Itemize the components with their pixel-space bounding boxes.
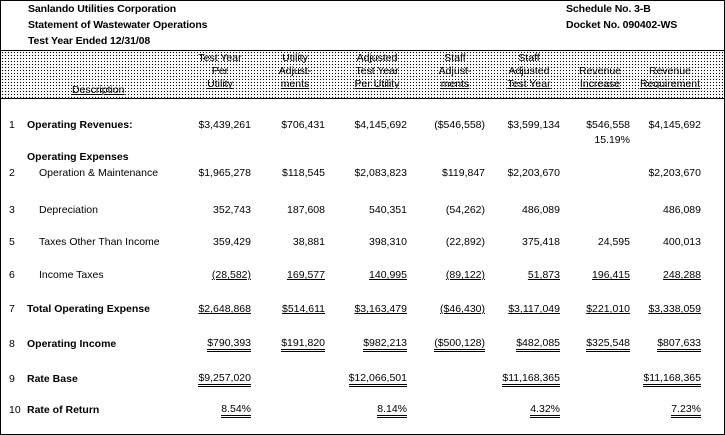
- cell-label: Operating Revenues:: [27, 119, 133, 131]
- table-row: [0, 167, 725, 181]
- col-header-revenue-increase: [570, 65, 630, 91]
- cell-num: 7: [9, 303, 15, 315]
- cell-1: Per: [211, 65, 229, 77]
- cell-rev-increase: $546,558: [586, 119, 630, 131]
- section-heading: [0, 151, 725, 165]
- cell-0: Utility: [282, 52, 308, 64]
- cell-1: Test Year: [355, 65, 399, 77]
- cell-num: 9: [9, 373, 15, 385]
- cell-2: Per Utility: [354, 78, 400, 90]
- cell-num: 2: [9, 167, 15, 179]
- col-header-staff-adjustments: [425, 52, 485, 91]
- cell-label: Rate Base: [27, 373, 78, 385]
- cell-adjusted: $982,213: [363, 338, 407, 352]
- col-header-test-year: [190, 52, 250, 91]
- table-row: [0, 119, 725, 133]
- cell-test-year: $9,257,020: [198, 373, 251, 387]
- cell-staff-adjusted: 51,873: [527, 269, 560, 281]
- cell-adjusted: $12,066,501: [349, 373, 407, 387]
- cell-0: Test Year: [198, 52, 242, 64]
- col-header-revenue-requirement: [635, 65, 705, 91]
- cell-staff-adj: (89,122): [445, 269, 485, 281]
- col-header-utility-adjustments: [265, 52, 325, 91]
- statement-title: Statement of Wastewater Operations: [28, 19, 208, 31]
- cell-rev-requirement: 400,013: [663, 236, 701, 248]
- cell-adjusted: 540,351: [369, 204, 407, 216]
- cell-1: Requirement: [639, 78, 701, 90]
- schedule-number: Schedule No. 3-B: [566, 3, 651, 15]
- cell-test-year: $3,439,261: [198, 119, 251, 131]
- cell-num: 8: [9, 338, 15, 350]
- cell-test-year: 8.54%: [221, 404, 251, 418]
- col-header-staff-adjusted: [499, 52, 559, 91]
- cell-rev-requirement: $4,145,692: [648, 119, 701, 131]
- cell-2: Utility: [207, 78, 233, 90]
- cell-staff-adjusted: $3,117,049: [508, 303, 560, 315]
- cell-rev-requirement: $807,633: [657, 338, 701, 352]
- cell-label: Operation & Maintenance: [39, 167, 159, 179]
- cell-1: Adjusted: [508, 65, 550, 77]
- cell-staff-adj: ($46,430): [440, 303, 485, 315]
- cell-staff-adjusted: 375,418: [522, 236, 560, 248]
- table-row: [0, 236, 725, 250]
- company-name: Sanlando Utilities Corporation: [28, 3, 177, 15]
- cell-staff-adj: ($546,558): [434, 119, 485, 131]
- cell-staff-adj: (22,892): [445, 236, 485, 248]
- cell-staff-adj: (54,262): [445, 204, 485, 216]
- cell-num: 1: [9, 119, 15, 131]
- cell-utility-adj: 169,577: [287, 269, 325, 281]
- cell-rev-increase: 196,415: [592, 269, 630, 281]
- table-row: [0, 404, 725, 418]
- cell-1: Adjust-: [438, 65, 472, 77]
- cell-1: Adjust-: [278, 65, 312, 77]
- col-header-description: Description: [72, 84, 125, 96]
- cell-adjusted: 8.14%: [377, 404, 407, 418]
- cell-test-year: $790,393: [207, 338, 251, 352]
- cell-adjusted: 140,995: [369, 269, 407, 281]
- cell-label: Rate of Return: [27, 404, 100, 416]
- table-row: [0, 373, 725, 387]
- cell-staff-adjusted: $3,599,134: [507, 119, 560, 131]
- cell-staff-adjusted: 486,089: [522, 204, 560, 216]
- cell-2: Test Year: [507, 78, 551, 90]
- cell-test-year: $2,648,868: [198, 303, 251, 315]
- cell-num: 3: [9, 204, 15, 216]
- cell-utility-adj: 187,608: [287, 204, 325, 216]
- cell-rev-requirement: 7.23%: [671, 404, 701, 418]
- cell-utility-adj: $191,820: [281, 338, 325, 352]
- cell-label: Total Operating Expense: [27, 303, 150, 315]
- cell-num: 5: [9, 236, 15, 248]
- cell-rev-increase: 24,595: [597, 236, 630, 248]
- cell-rev-increase: $221,010: [586, 303, 630, 315]
- cell-staff-adjusted: $2,203,670: [507, 167, 560, 179]
- cell-rev-requirement: 486,089: [663, 204, 701, 216]
- cell-rev-requirement: $2,203,670: [648, 167, 701, 179]
- cell-utility-adj: $514,611: [281, 303, 325, 315]
- cell-label: Depreciation: [39, 204, 98, 216]
- cell-rev-increase-pct: 15.19%: [594, 134, 630, 146]
- cell-adjusted: $2,083,823: [354, 167, 407, 179]
- revenue-increase-pct-row: [0, 134, 725, 148]
- table-row: [0, 338, 725, 352]
- table-row: [0, 303, 725, 317]
- cell-utility-adj: 38,881: [292, 236, 325, 248]
- cell-0: Adjusted: [356, 52, 398, 64]
- cell-0: Revenue: [578, 65, 622, 77]
- cell-rev-requirement: 248,288: [663, 269, 701, 281]
- cell-adjusted: $4,145,692: [354, 119, 407, 131]
- cell-staff-adjusted: 4.32%: [530, 404, 560, 418]
- cell-rev-requirement: $11,168,365: [643, 373, 701, 387]
- cell-num: 10: [9, 404, 21, 416]
- cell-2: ments: [440, 78, 470, 90]
- cell-label: Taxes Other Than Income: [39, 236, 160, 248]
- cell-staff-adj: $119,847: [441, 167, 485, 179]
- cell-test-year: (28,582): [211, 269, 251, 281]
- cell-1: Increase: [579, 78, 621, 90]
- cell-test-year: $1,965,278: [198, 167, 251, 179]
- cell-rev-increase: $325,548: [586, 338, 630, 352]
- cell-test-year: 359,429: [213, 236, 251, 248]
- cell-label: Operating Income: [27, 338, 117, 350]
- cell-op-exp-heading: Operating Expenses: [27, 151, 129, 163]
- table-row: [0, 204, 725, 218]
- test-period: Test Year Ended 12/31/08: [28, 35, 151, 47]
- cell-adjusted: $3,163,479: [354, 303, 407, 315]
- docket-number: Docket No. 090402-WS: [566, 19, 678, 31]
- cell-utility-adj: $706,431: [281, 119, 325, 131]
- cell-label: Income Taxes: [39, 269, 104, 281]
- col-header-adjusted-test-year: [345, 52, 409, 91]
- cell-staff-adjusted: $482,085: [516, 338, 560, 352]
- table-row: [0, 269, 725, 283]
- cell-num: 6: [9, 269, 15, 281]
- cell-test-year: 352,743: [213, 204, 251, 216]
- cell-2: ments: [280, 78, 310, 90]
- cell-rev-requirement: $3,338,059: [648, 303, 701, 315]
- cell-0: Staff: [518, 52, 540, 64]
- cell-0: Staff: [444, 52, 466, 64]
- cell-adjusted: 398,310: [369, 236, 407, 248]
- cell-staff-adjusted: $11,168,365: [502, 373, 560, 387]
- cell-0: Revenue: [648, 65, 692, 77]
- cell-utility-adj: $118,545: [281, 167, 325, 179]
- cell-staff-adj: ($500,128): [434, 338, 485, 352]
